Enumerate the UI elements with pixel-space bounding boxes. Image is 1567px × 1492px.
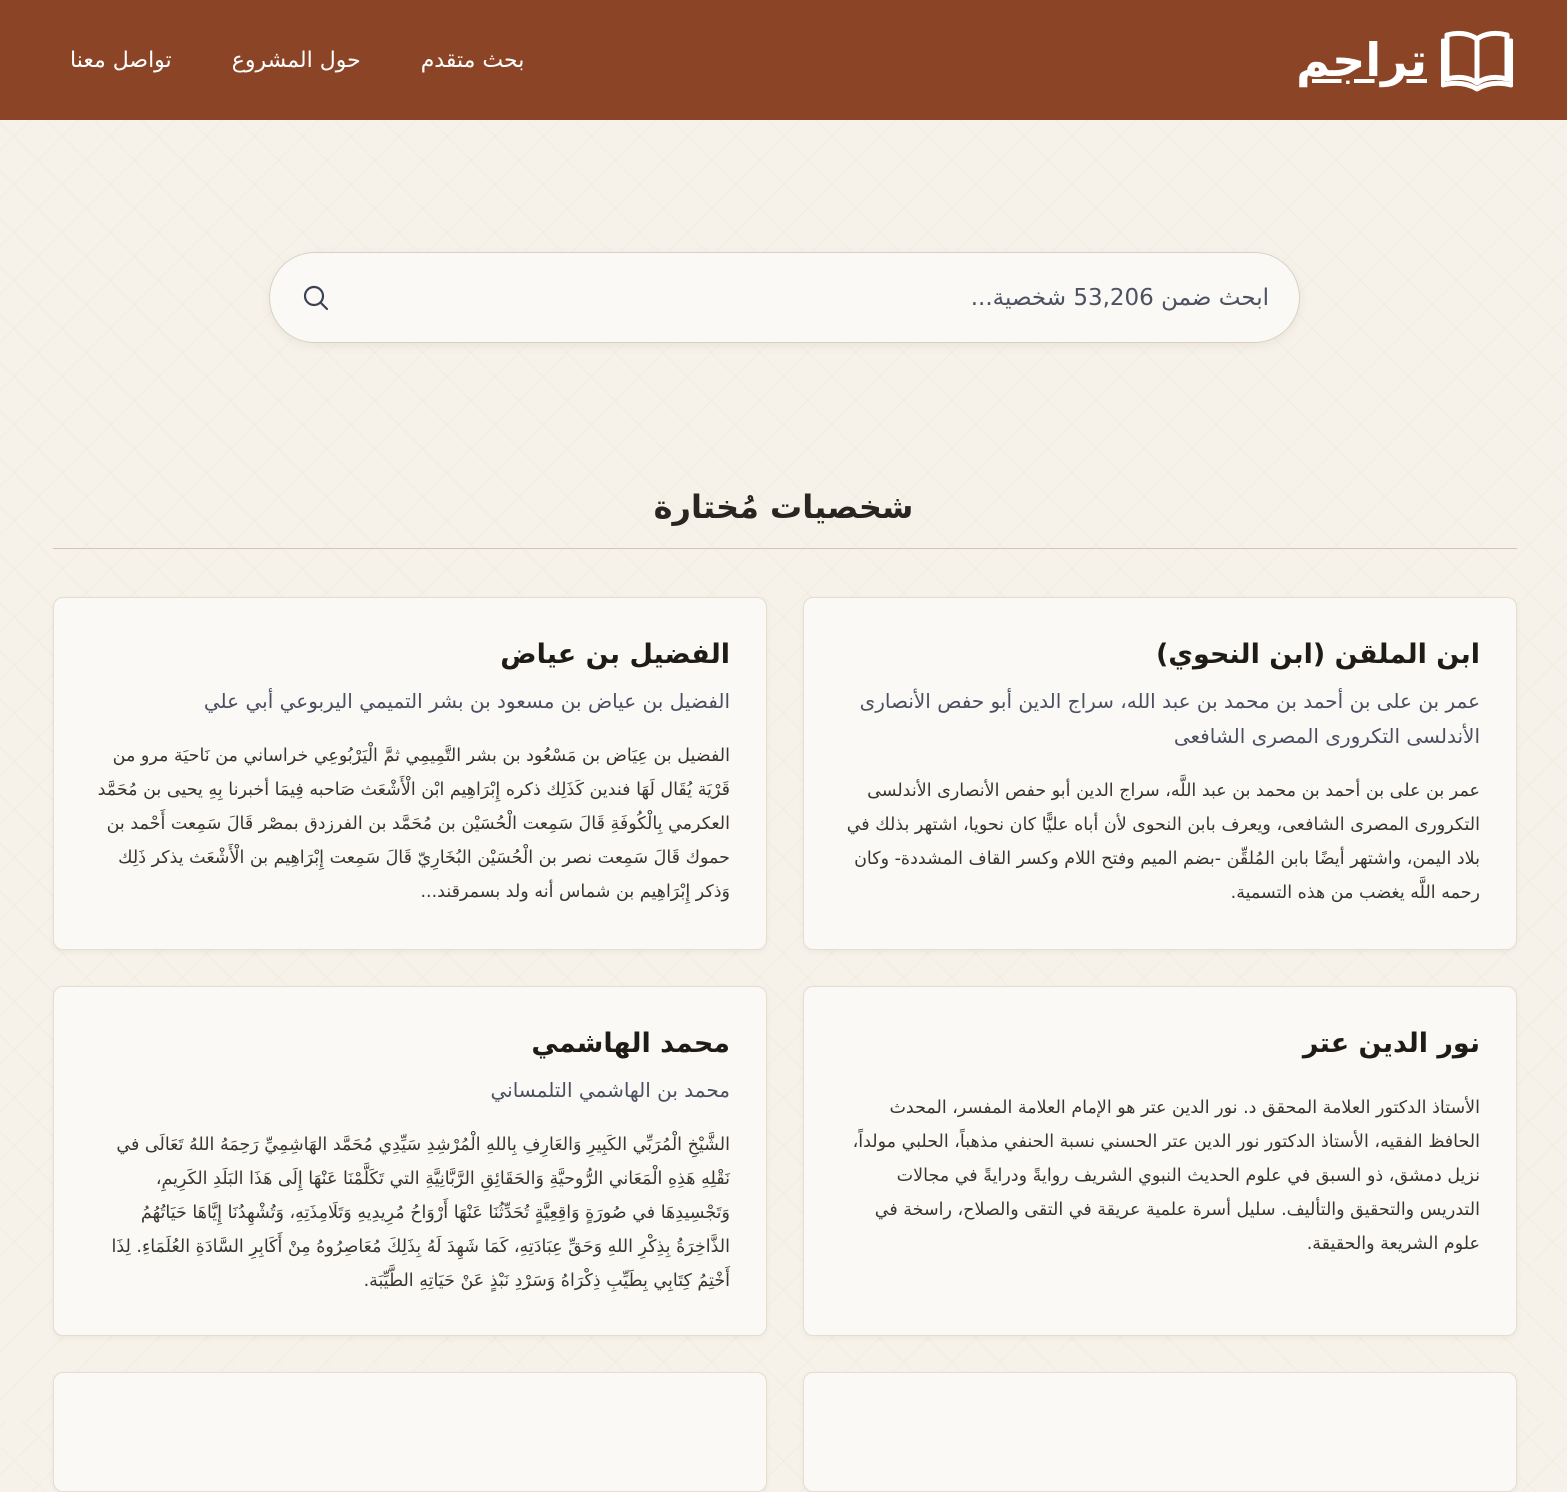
person-card[interactable] (803, 986, 1517, 1336)
search-input[interactable] (330, 285, 1269, 311)
person-card[interactable] (53, 597, 767, 950)
nav-contact[interactable]: تواصل معنا (70, 47, 172, 73)
top-bar (0, 0, 1567, 120)
person-full-name: الفضيل بن عياض بن مسعود بن بشر التميمي اليربوعي أبي علي (203, 688, 730, 713)
person-card-partial[interactable] (803, 1372, 1517, 1492)
person-bio: الفضيل بن عِيَاض بن مَسْعُود بن بشر التَّمِيمِي ثمَّ الْيَرْبُوعِي خراساني من نَاحيَة مرو من قَرْيَة يُقَال لَهَا فندين كَذَلِك ذكره إِبْرَاهِيم ابْن الْأَشْعَث صَاحبه فِيمَا أخبرنا بِهِ يحيى بن مُحَمَّد العكرمي بِالْكُوفَةِ قَالَ سَمِعت الْحُسَيْن بن مُحَمَّد بن الفرزدق بمصْر قَالَ سَمِعت أَحْمد بن حموك قَالَ سَمِعت نصر بن الْحُسَيْن البُخَارِيّ قَالَ سَمِعت إِبْرَاهِيم بن الْأَشْعَث يذكر ذَلِك وَذكر إِبْرَاهِيم بن شماس أنه ولد بسمرقند... (97, 745, 730, 903)
person-bio: الشَّيْخِ الْمُرَبِّي الكَبِيرِ وَالعَارِفِ بِاللهِ الْمُرْشِدِ سَيِّدِي مُحَمَّد الهَاشِمِيِّ رَحِمَهُ اللهُ تَعَالَى في نَقْلِهِ هَذِهِ الْمَعَاني الرُّوحيَّةِ وَالحَقَائِقِ الرَّبَّانِيَّةِ التي تَكَلَّمْنَا عَنْهَا إِلَى هَذَا البَلَدِ الكَرِيمِ، وَتَجْسِيدِهَا في صُورَةٍ وَاقِعِيَّةٍ تُحَدِّثُنَا عَنْهَا أَرْوَاحُ مُرِيدِيهِ وَتَلَامِذَتِهِ، وَتُشْهِدُنَا إِيَّاهَا حَيَاتُهُمُ الذَّاخِرَةُ بِذِكْرِ اللهِ وَحَقِّ عِبَادَتِهِ، كَمَا شَهِدَ لَهُ بِذَلِكَ مُعَاصِرُوهُ مِنْ أَكَابِرِ السَّادَةِ العُلَمَاءِ. لِذَا أَخْتِمُ كِتَابِي بِطَيِّبِ ذِكْرَاهُ وَسَرْدِ نَبْذٍ عَنْ حَيَاتِهِ الطَّيِّبَة. (111, 1134, 730, 1292)
featured-section-title: شخصيات مُختارة (653, 488, 914, 526)
brand-name: تراجم (1296, 33, 1427, 87)
section-divider (53, 548, 1517, 549)
person-card[interactable] (53, 986, 767, 1336)
main-nav (70, 48, 524, 73)
person-name[interactable]: الفضيل بن عياض (500, 639, 730, 670)
person-card-partial[interactable] (53, 1372, 767, 1492)
search-bar (269, 252, 1300, 343)
open-book-icon (1441, 27, 1513, 93)
person-bio: عمر بن على بن أحمد بن محمد بن عبد اللَّه، سراج الدين أبو حفص الأنصارى الأندلسى التكرورى المصرى الشافعى، ويعرف بابن النحوى لأن أباه عليًّا كان نحويا، اشتهر بذلك في بلاد اليمن، واشتهر أيضًا بابن المُلقِّن -بضم الميم وفتح اللام وكسر القاف المشددة- وكان رحمه اللَّه يغضب من هذه التسمية. (846, 780, 1480, 904)
person-name[interactable]: ابن الملقن (ابن النحوي) (1155, 639, 1480, 670)
nav-about[interactable]: حول المشروع (231, 47, 361, 73)
brand-home-link[interactable] (1296, 27, 1513, 93)
person-bio: الأستاذ الدكتور العلامة المحقق د. نور الدين عتر هو الإمام العلامة المفسر، المحدث الحافظ الفقيه، الأستاذ الدكتور نور الدين عتر الحسني نسبة الحنفي مذهباً، الحلبي مولداً، نزيل دمشق، ذو السبق في علوم الحديث النبوي الشريف روايةً ودرايةً في مجالات التدريس والتحقيق والتأليف. سليل أسرة علمية عريقة في التقى والصلاح، راسخة في علوم الشريعة والحقيقة. (852, 1097, 1480, 1255)
search-icon[interactable] (302, 284, 330, 312)
person-name[interactable]: نور الدين عتر (1302, 1028, 1480, 1059)
person-full-name: عمر بن على بن أحمد بن محمد بن عبد الله، سراج الدين أبو حفص الأنصارى الأندلسى التكرورى المصرى الشافعى (859, 688, 1480, 748)
person-full-name: محمد بن الهاشمي التلمساني (490, 1077, 730, 1102)
person-card[interactable] (803, 597, 1517, 950)
nav-advanced-search[interactable]: بحث متقدم (420, 47, 525, 73)
person-name[interactable]: محمد الهاشمي (531, 1028, 730, 1059)
